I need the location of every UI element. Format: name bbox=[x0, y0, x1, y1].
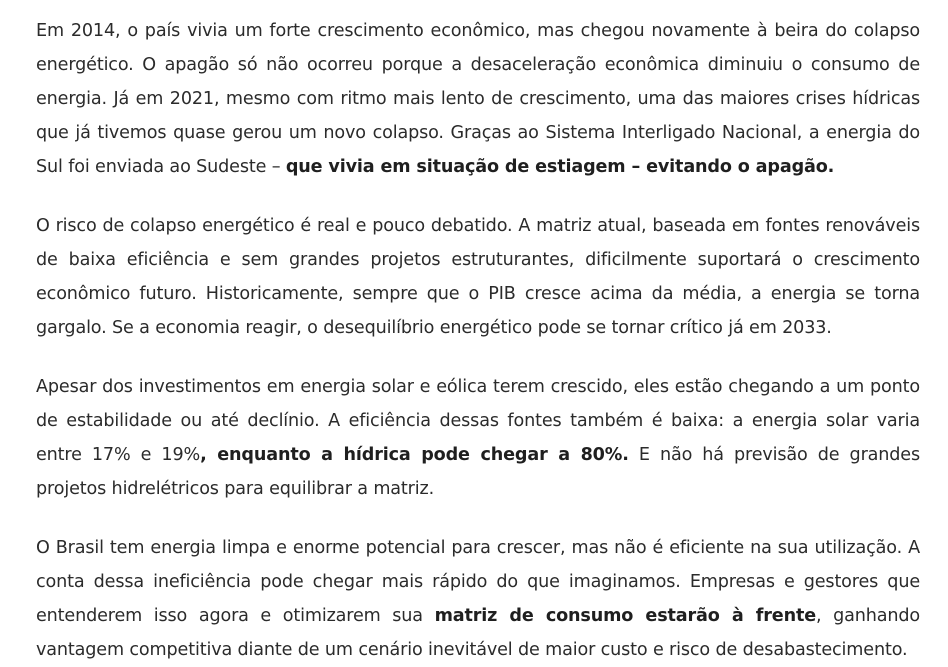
paragraph-3 bbox=[36, 370, 920, 506]
paragraph-4 bbox=[36, 531, 920, 667]
paragraph-2-text: O risco de colapso energético é real e pouco debatido. A matriz atual, baseada em fontes renováveis de baixa eficiência e sem grandes projetos estruturantes, dificilmente suportará o crescimento econômico futuro. Historicamente, sempre que o PIB cresce acima da média, a energia se torna gargalo. Se a economia reagir, o desequilíbrio energético pode se tornar crítico já em 2033. bbox=[36, 216, 920, 338]
paragraph-1-emphasis: que vivia em situação de estiagem – evitando o apagão. bbox=[285, 157, 835, 177]
paragraph-2 bbox=[36, 209, 920, 345]
paragraph-3-emphasis: , enquanto a hídrica pode chegar a 80%. bbox=[200, 445, 629, 465]
paragraph-4-text-end: , ganhando vantagem competitiva diante de um cenário inevitável de maior custo e risco de desabastecimento. bbox=[36, 606, 920, 660]
paragraph-4-emphasis: matriz de consumo estarão à frente bbox=[434, 606, 816, 626]
paragraph-3-text: Apesar dos investimentos em energia solar e eólica terem crescido, eles estão chegando a um ponto de estabilidade ou até declínio. A eficiência dessas fontes também é baixa: a energia solar varia entre 17% e 19% bbox=[36, 377, 920, 465]
paragraph-1-text: Em 2014, o país vivia um forte crescimento econômico, mas chegou novamente à beira do colapso energético. O apagão só não ocorreu porque a desaceleração econômica diminuiu o consumo de energia. Já em 2021, mesmo com ritmo mais lento de crescimento, uma das maiores crises hídricas que já tivemos quase gerou um novo colapso. Graças ao Sistema Interligado Nacional, a energia do Sul foi enviada ao Sudeste – bbox=[36, 21, 920, 177]
paragraph-1 bbox=[36, 14, 920, 184]
paragraph-4-text: O Brasil tem energia limpa e enorme potencial para crescer, mas não é eficiente na sua utilização. A conta dessa ineficiência pode chegar mais rápido do que imaginamos. Empresas e gestores que entenderem isso agora e otimizarem sua bbox=[36, 538, 920, 626]
paragraph-3-text-end: E não há previsão de grandes projetos hidrelétricos para equilibrar a matriz. bbox=[36, 445, 920, 499]
